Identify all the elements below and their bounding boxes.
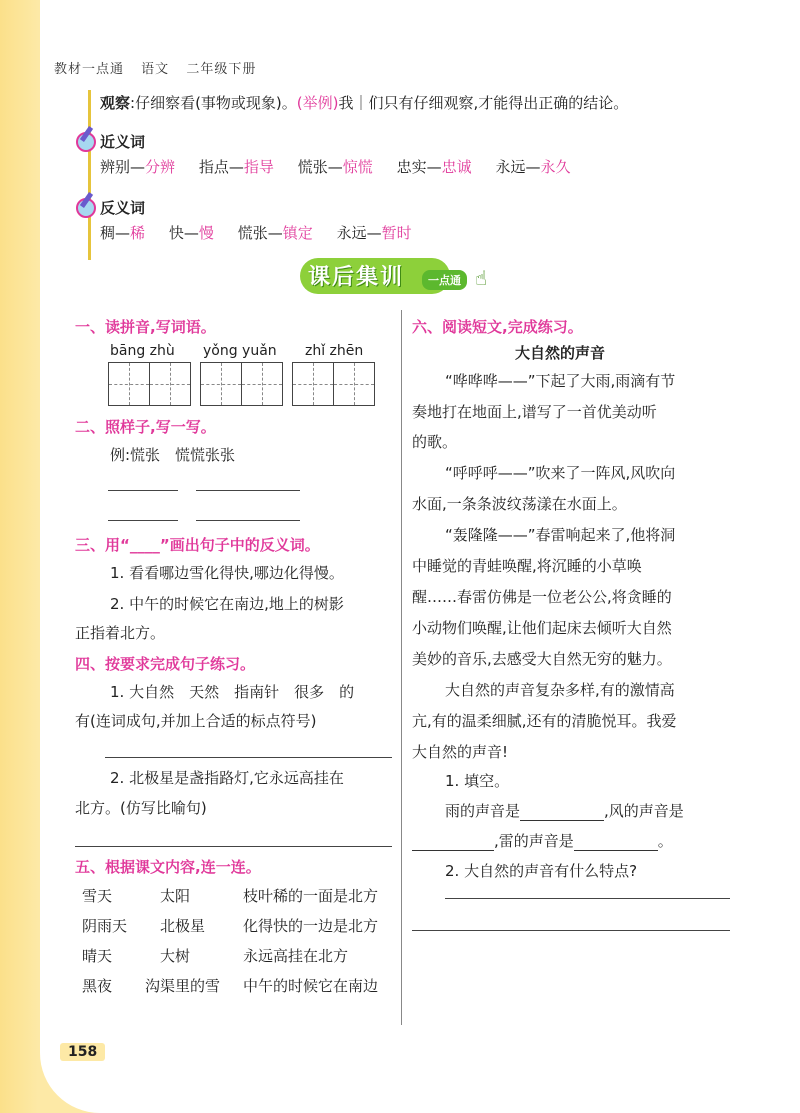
page-number: 158 [60,1043,105,1061]
passage-line: 小动物们唤醒,让他们起床去倾听大自然 [412,619,672,637]
match-left[interactable]: 阴雨天 [82,917,128,935]
antonym-b: 稀 [130,224,146,242]
fill-label: 。 [657,832,673,850]
antonym-b: 慢 [198,224,214,242]
q2-example: 例:慌张 慌慌张张 [110,446,236,464]
match-right[interactable]: 永远高挂在北方 [243,947,349,965]
passage-line: 美妙的音乐,去感受大自然无穷的魅力。 [412,650,672,668]
antonym-a: 永远— [336,224,382,242]
q4-sentence-2a: 2. 北极星是盏指路灯,它永远高挂在 [110,769,344,787]
antonym-b: 暂时 [381,224,412,242]
antonyms-list [100,222,412,243]
q1-title: 一、读拼音,写词语。 [75,318,216,336]
q6-sub1: 1. 填空。 [445,772,510,790]
fill-blank[interactable] [574,832,658,851]
q6-fill-line-1 [445,800,684,821]
antonyms-heading: 反义词 [100,199,146,217]
synonym-b: 惊慌 [342,158,373,176]
intro-word: 观察 [100,94,131,112]
q3-sentence-1: 1. 看看哪边雪化得快,哪边化得慢。 [110,564,344,582]
q4-sentence-1a: 1. 大自然 天然 指南针 很多 的 [110,683,355,701]
answer-line[interactable] [412,930,730,931]
q6-sub2: 2. 大自然的声音有什么特点? [445,862,638,880]
synonym-b: 永久 [540,158,571,176]
synonym-a: 指点— [198,158,244,176]
column-divider [401,310,402,1025]
pinyin-3: zhǐ zhēn [305,343,364,359]
match-right[interactable]: 中午的时候它在南边 [243,977,379,995]
q3-title: 三、用“____”画出句子中的反义词。 [75,536,320,554]
grade: 二年级下册 [186,62,257,77]
pinyin-2: yǒng yuǎn [203,343,277,359]
passage-title: 大自然的声音 [515,344,606,362]
match-middle[interactable]: 大树 [160,947,191,965]
q3-sentence-2a: 2. 中午的时候它在南边,地上的树影 [110,595,344,613]
passage-line: 大自然的声音! [412,743,509,761]
antonym-a: 慌张— [237,224,283,242]
pencil-icon [76,132,96,152]
antonym-a: 稠— [100,224,131,242]
answer-line[interactable] [196,490,300,491]
match-left[interactable]: 雪天 [82,887,113,905]
passage-line: “哗哗哗——”下起了大雨,雨滴有节 [445,372,676,390]
q3-sentence-2b: 正指着北方。 [75,624,166,642]
subject: 语文 [141,62,170,77]
synonym-b: 指导 [243,158,274,176]
answer-line[interactable] [75,846,392,847]
answer-line[interactable] [196,520,300,521]
passage-line: 中睡觉的青蛙唤醒,将沉睡的小草唤 [412,557,642,575]
exercise-banner [300,256,500,296]
match-middle[interactable]: 北极星 [160,917,206,935]
intro-line [100,92,628,113]
answer-line[interactable] [105,757,392,758]
passage-line: “呼呼呼——”吹来了一阵风,风吹向 [445,464,676,482]
book-name: 教材一点通 [54,62,125,77]
match-middle[interactable]: 沟渠里的雪 [145,977,221,995]
fill-label: ,风的声音是 [604,802,684,820]
synonym-a: 永远— [495,158,541,176]
note-bar [88,90,91,260]
writing-grid[interactable] [292,362,375,406]
q6-fill-line-2 [412,830,673,851]
answer-line[interactable] [445,898,730,899]
synonym-a: 慌张— [297,158,343,176]
q5-title: 五、根据课文内容,连一连。 [75,858,261,876]
synonyms-heading: 近义词 [100,133,146,151]
synonym-b: 忠诚 [441,158,472,176]
running-head [54,58,268,77]
antonym-a: 快— [168,224,199,242]
synonym-a: 忠实— [396,158,442,176]
fill-label: 雨的声音是 [445,802,521,820]
answer-line[interactable] [108,520,178,521]
writing-grid[interactable] [108,362,191,406]
synonym-a: 辨别— [100,158,146,176]
banner-tag: 一点通 [422,270,467,290]
match-right[interactable]: 枝叶稀的一面是北方 [243,887,379,905]
q4-sentence-2b: 北方。(仿写比喻句) [75,799,207,817]
passage-line: 醒……春雷仿佛是一位老公公,将贪睡的 [412,588,672,606]
q6-title: 六、阅读短文,完成练习。 [412,318,583,336]
passage-line: 水面,一条条波纹荡漾在水面上。 [412,495,627,513]
passage-line: “轰隆隆——”春雷响起来了,他将洞 [445,526,676,544]
intro-definition: :仔细察看(事物或现象)。 [130,94,297,112]
match-left[interactable]: 晴天 [82,947,113,965]
q4-sentence-1b: 有(连词成句,并加上合适的标点符号) [75,712,317,730]
writing-grid[interactable] [200,362,283,406]
answer-line[interactable] [108,490,178,491]
q4-title: 四、按要求完成句子练习。 [75,655,256,673]
synonym-b: 分辨 [145,158,176,176]
intro-example: 我｜们只有仔细观察,才能得出正确的结论。 [338,94,629,112]
fill-label: ,雷的声音是 [494,832,574,850]
page-edge-decoration [0,0,38,1113]
pinyin-1: bāng zhù [110,343,175,359]
passage-line: 亢,有的温柔细腻,还有的清脆悦耳。我爱 [412,712,677,730]
match-right[interactable]: 化得快的一边是北方 [243,917,379,935]
fill-blank[interactable] [520,802,604,821]
pencil-icon [76,198,96,218]
antonym-b: 镇定 [282,224,313,242]
fill-blank[interactable] [412,832,494,851]
q2-title: 二、照样子,写一写。 [75,418,216,436]
passage-line: 大自然的声音复杂多样,有的激情高 [445,681,675,699]
example-tag: (举例) [296,94,339,112]
match-left[interactable]: 黑夜 [82,977,113,995]
synonyms-list [100,156,571,177]
banner-title: 课后集训 [308,265,405,290]
passage-line: 奏地打在地面上,谱写了一首优美动听 [412,403,657,421]
pointing-hand-icon: ☝ [475,266,488,290]
match-middle[interactable]: 太阳 [160,887,191,905]
passage-line: 的歌。 [412,433,458,451]
